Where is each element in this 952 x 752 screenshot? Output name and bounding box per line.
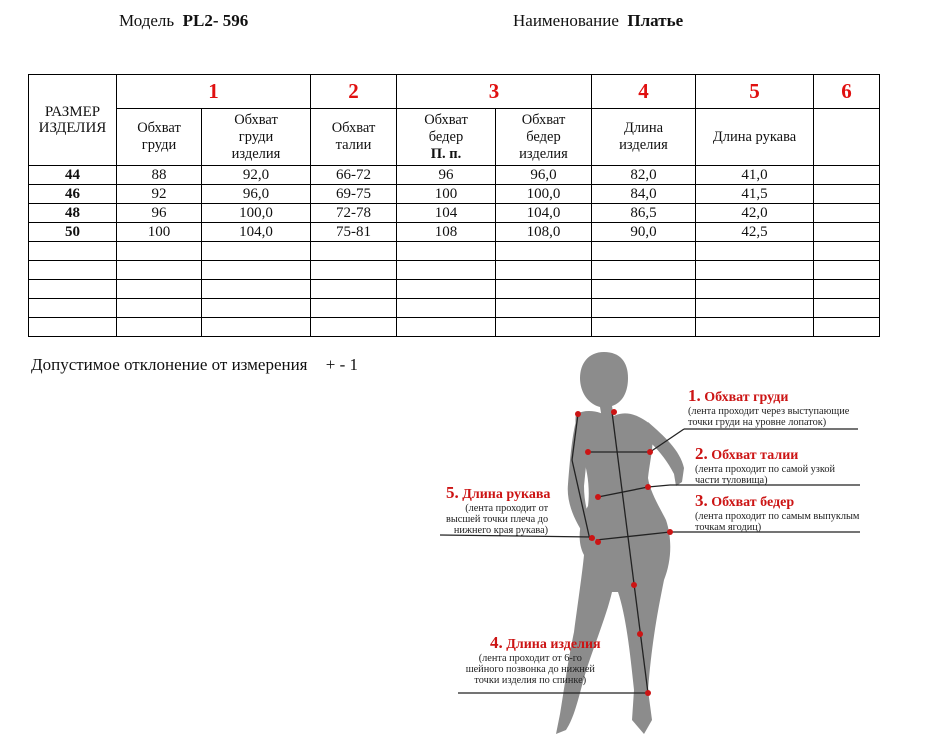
point: [645, 690, 651, 696]
label-number: 5.: [446, 483, 459, 502]
header-line: талии: [335, 137, 372, 153]
model-label: Модель: [119, 11, 175, 30]
header-line: изделия: [619, 137, 668, 153]
header-line: бедер: [526, 128, 561, 145]
point: [585, 449, 591, 455]
label-number: 3.: [695, 491, 708, 510]
product-name-label: Наименование: [513, 11, 619, 30]
model-value: PL2- 596: [182, 11, 249, 30]
label-desc: высшей точки плеча до: [446, 514, 549, 525]
cell-chest: 92: [117, 185, 202, 204]
point: [589, 535, 595, 541]
point: [667, 529, 673, 535]
cell-sleeve-length: 42,0: [696, 204, 814, 223]
group-number: 4: [592, 75, 696, 109]
cell-waist: 69-75: [311, 185, 397, 204]
header-line: груди: [141, 137, 177, 153]
waist-leader: [648, 485, 670, 487]
cell-garment-length: 90,0: [592, 223, 696, 242]
cell-sleeve-length: 42,5: [696, 223, 814, 242]
header-line: П. п.: [430, 145, 462, 162]
cell-size: 48: [29, 204, 117, 223]
label-length: [460, 633, 601, 686]
cell-chest: 100: [117, 223, 202, 242]
cell-garment-hips: 96,0: [496, 166, 592, 185]
label-desc: точки груди на уровне лопаток): [688, 417, 827, 428]
cell-garment-length: 84,0: [592, 185, 696, 204]
cell-garment-chest: 92,0: [202, 166, 311, 185]
cell-garment-chest: 96,0: [202, 185, 311, 204]
point: [611, 409, 617, 415]
cell-waist: 75-81: [311, 223, 397, 242]
cell-size: 46: [29, 185, 117, 204]
label-waist: [695, 444, 835, 486]
label-desc: (лента проходит от: [465, 503, 549, 514]
cell-garment-hips: 104,0: [496, 204, 592, 223]
header-line: Обхват: [521, 111, 566, 128]
cell-garment-chest: 100,0: [202, 204, 311, 223]
label-desc: (лента проходит по самой узкой: [695, 464, 836, 475]
label-number: 2.: [695, 444, 708, 463]
label-desc: (лента проходит через выступающие: [688, 406, 850, 417]
header-line: Обхват: [331, 120, 376, 136]
cell-size: 50: [29, 223, 117, 242]
header-line: Обхват: [234, 111, 278, 128]
header-line: изделия: [519, 145, 568, 162]
tolerance-value: + - 1: [325, 355, 358, 374]
label-title: Обхват бедер: [711, 495, 795, 510]
group-number: 6: [814, 75, 880, 109]
header-line: груди: [238, 128, 274, 145]
product-name-value: Платье: [627, 11, 684, 30]
cell-sleeve-length: 41,5: [696, 185, 814, 204]
point: [647, 449, 653, 455]
label-sleeve: [446, 483, 556, 536]
cell-waist: 72-78: [311, 204, 397, 223]
point: [645, 484, 651, 490]
size-header-line: ИЗДЕЛИЯ: [38, 120, 107, 136]
header-line: Длина рукава: [712, 128, 797, 145]
cell-garment-chest: 104,0: [202, 223, 311, 242]
label-desc: части туловища): [695, 475, 768, 486]
label-title: Длина рукава: [462, 487, 551, 502]
group-number: 2: [311, 75, 397, 109]
group-number: 3: [397, 75, 592, 109]
group-number: 1: [117, 75, 311, 109]
cell-chest: 88: [117, 166, 202, 185]
cell-chest: 96: [117, 204, 202, 223]
label-desc: точки изделия по спинке): [474, 675, 587, 686]
header-line: Обхват: [424, 111, 468, 128]
label-chest: [688, 386, 849, 428]
label-desc: нижнего края рукава): [453, 525, 549, 536]
size-header-line: РАЗМЕР: [44, 104, 101, 120]
point: [631, 582, 637, 588]
label-desc: (лента проходит от 6-го: [478, 653, 582, 664]
point: [637, 631, 643, 637]
label-desc: шейного позвонка до нижней: [465, 664, 595, 675]
header-line: Длина: [623, 120, 664, 136]
cell-garment-hips: 108,0: [496, 223, 592, 242]
label-hips: [695, 491, 859, 533]
header-line: бедер: [428, 128, 464, 145]
cell-sleeve-length: 41,0: [696, 166, 814, 185]
cell-garment-hips: 100,0: [496, 185, 592, 204]
label-number: 4.: [490, 633, 503, 652]
point: [575, 411, 581, 417]
header-line: изделия: [231, 145, 281, 162]
point: [595, 539, 601, 545]
cell-garment-length: 82,0: [592, 166, 696, 185]
tolerance-text: Допустимое отклонение от измерения: [31, 355, 308, 374]
label-title: Обхват талии: [711, 448, 799, 463]
cell-hips: 108: [397, 223, 496, 242]
header-line: Обхват: [137, 120, 181, 136]
cell-hips: 100: [397, 185, 496, 204]
cell-hips: 104: [397, 204, 496, 223]
cell-garment-length: 86,5: [592, 204, 696, 223]
cell-hips: 96: [397, 166, 496, 185]
point: [595, 494, 601, 500]
label-title: Обхват груди: [704, 390, 789, 405]
group-number: 5: [696, 75, 814, 109]
cell-size: 44: [29, 166, 117, 185]
label-title: Длина изделия: [506, 637, 601, 652]
label-number: 1.: [688, 386, 701, 405]
cell-waist: 66-72: [311, 166, 397, 185]
label-desc: (лента проходит по самым выпуклым: [695, 511, 860, 522]
label-desc: точкам ягодиц): [695, 522, 762, 533]
